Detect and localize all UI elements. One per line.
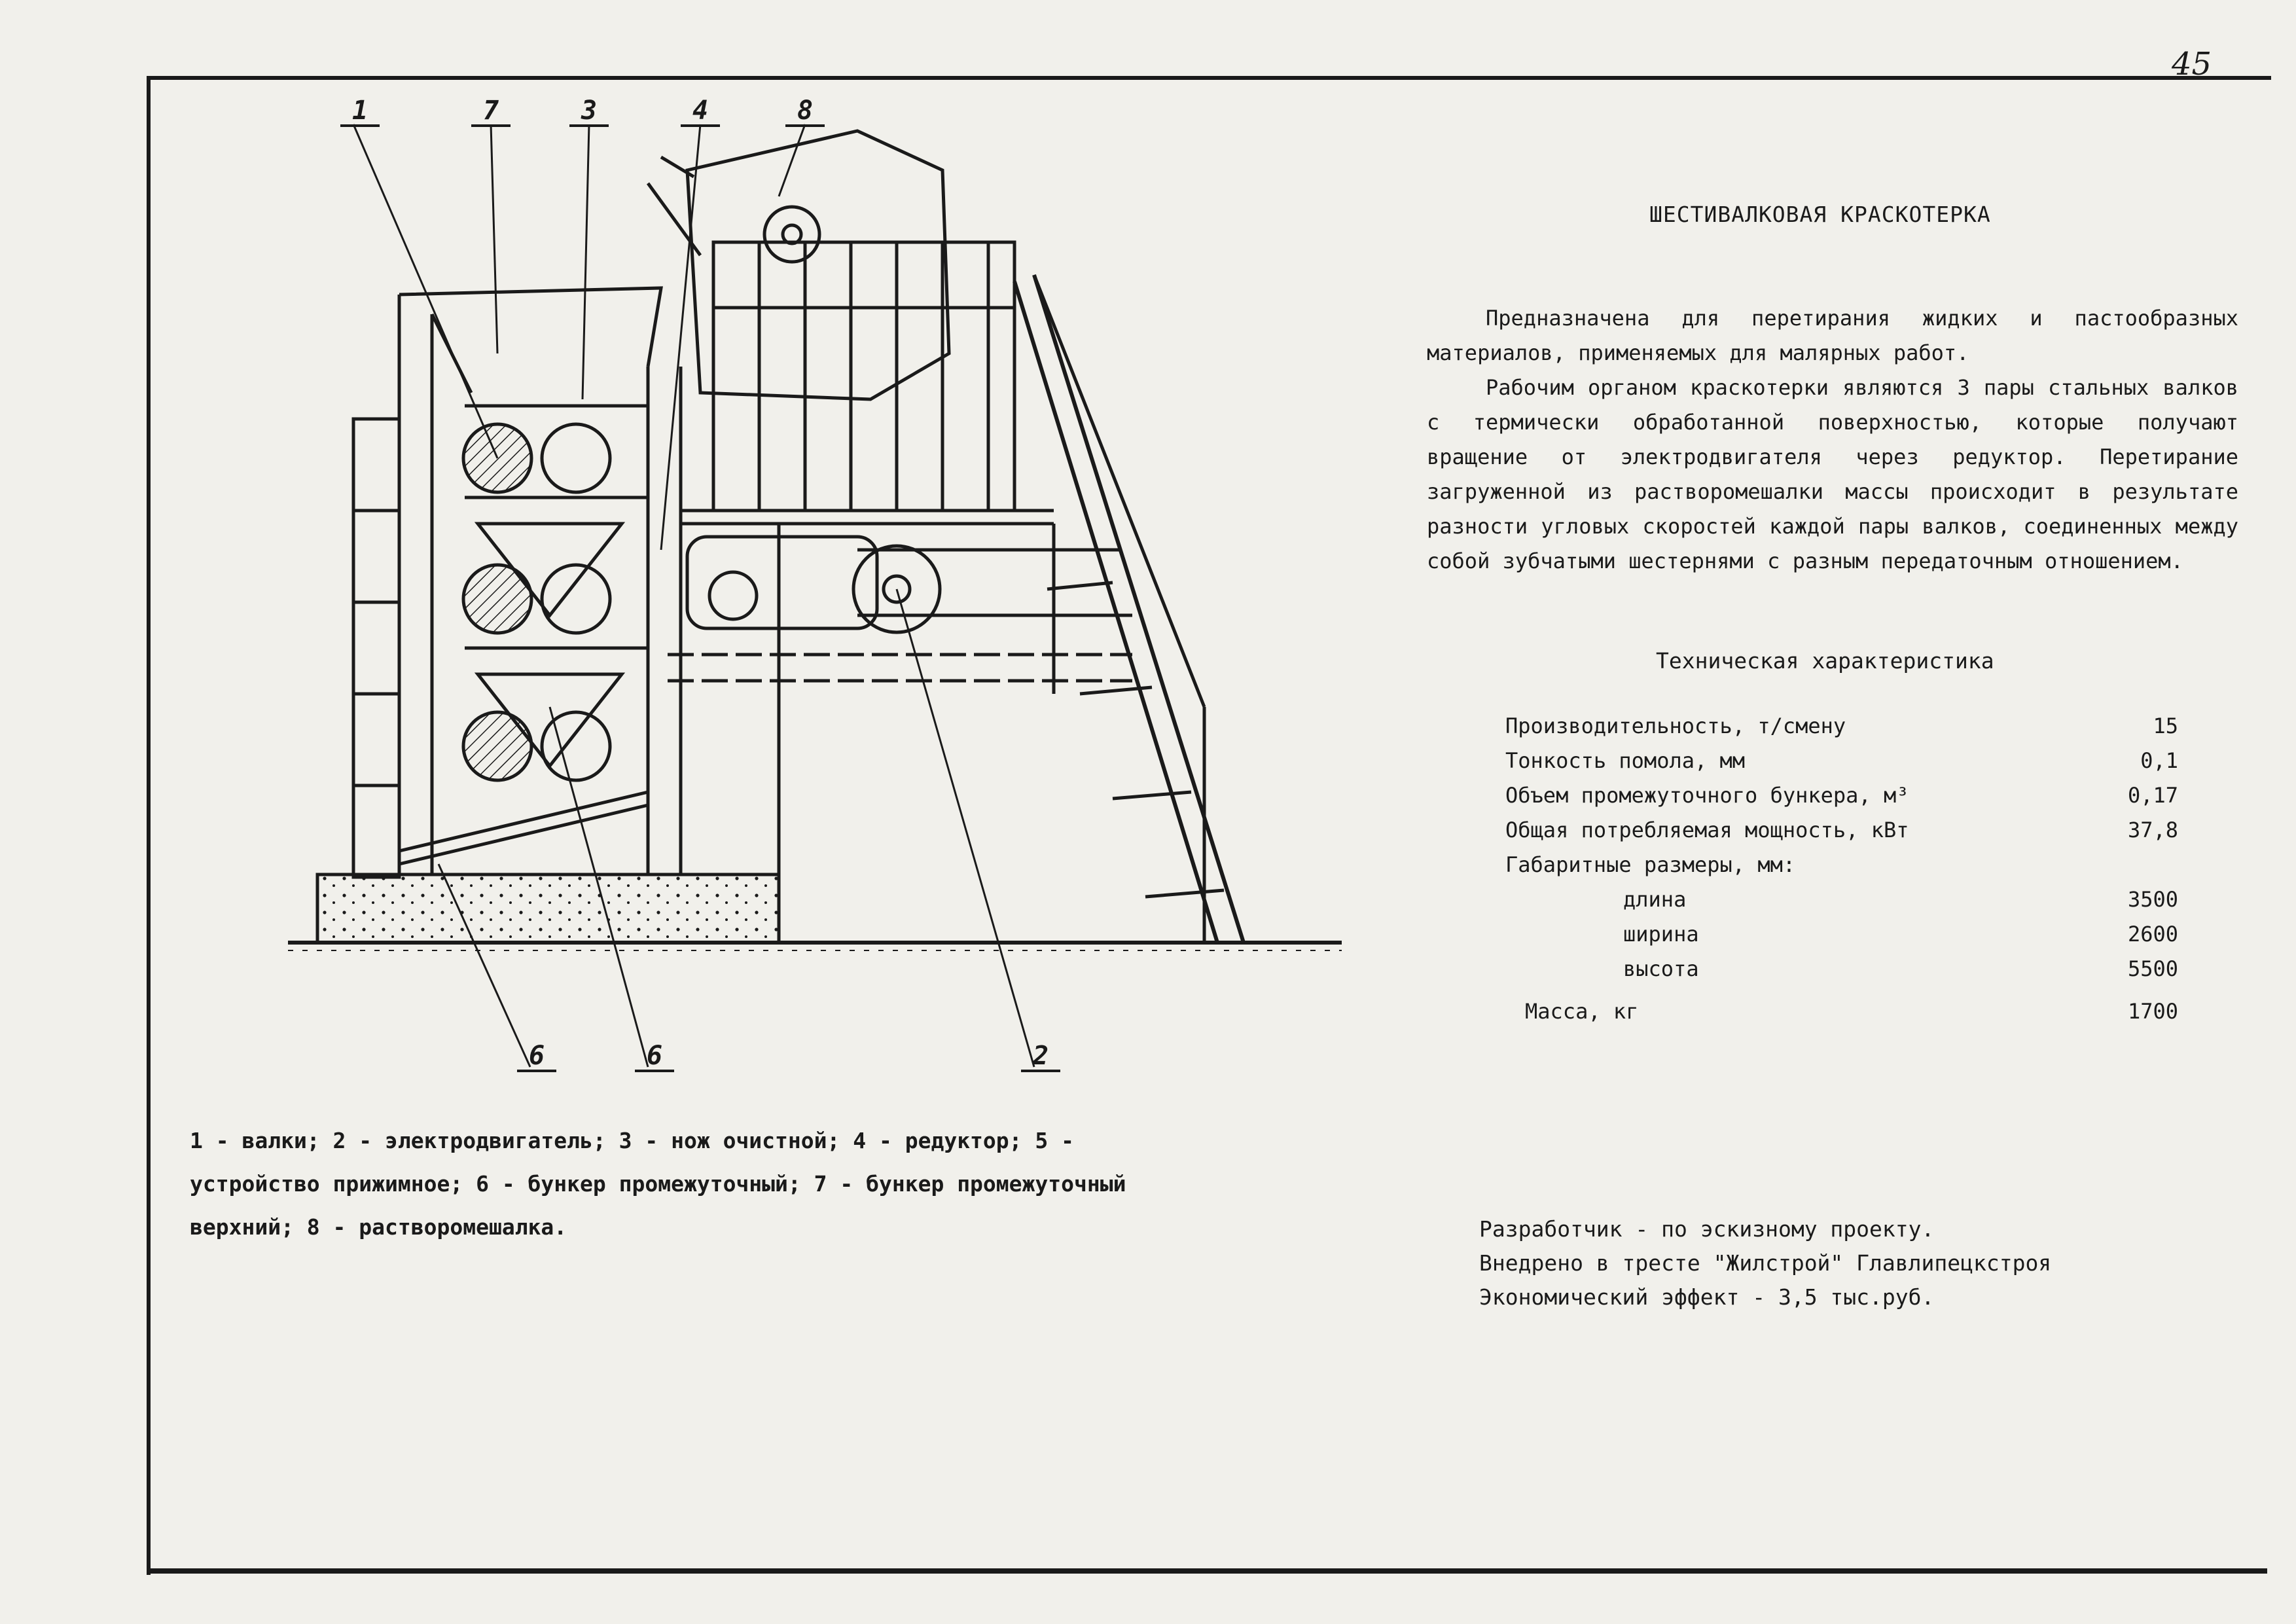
document-title: ШЕСТИВАЛКОВАЯ КРАСКОТЕРКА [1649,202,1991,227]
spec-label: Общая потребляемая мощность, кВт [1505,818,1909,842]
spec-row [1505,783,2178,818]
spec-value: 37,8 [2127,818,2178,842]
spec-row [1505,818,2178,852]
spec-label: Габаритные размеры, мм: [1505,852,1796,877]
spec-label: Объем промежуточного бункера, м³ [1505,783,1909,808]
spec-value: 0,17 [2127,783,2178,808]
description [1427,301,2238,579]
mass-row [1505,999,2178,1034]
spec-row [1505,852,2160,887]
dimension-value: 3500 [2127,887,2178,912]
callout-6b: 6 [647,1041,663,1071]
drawing-lines [288,124,1342,1071]
page-number: 45 [2172,46,2212,82]
callout-2: 2 [1033,1041,1049,1071]
callout-8: 8 [797,96,814,126]
description-paragraph-1: Предназначена для перетирания жидких и пастообразных материалов, применяемых для малярных работ. [1427,306,2238,365]
callout-7: 7 [483,96,499,126]
footer-developer: Разработчик - по эскизному проекту. [1479,1216,1935,1242]
footer-effect: Экономический эффект - 3,5 тыс.руб. [1479,1284,1935,1310]
dimension-row [1505,956,2178,991]
frame-bottom-line [147,1568,2267,1574]
dimension-label: ширина [1623,922,1699,947]
parts-legend: 1 - валки; 2 - электродвигатель; 3 - нож очистной; 4 - редуктор; 5 - устройство прижимное; 6 - бункер промежуточный; 7 - бункер промежуточный верхний; 8 - растворомешалка. [190,1128,1126,1240]
spec-label: Тонкость помола, мм [1505,748,1746,773]
callout-6a: 6 [529,1041,545,1071]
footer-notes [1479,1212,2051,1314]
machine-drawing [281,92,1407,1113]
dimension-value: 2600 [2127,922,2178,947]
callout-3: 3 [581,96,598,126]
dimension-label: длина [1623,887,1687,912]
spec-value: 0,1 [2140,748,2178,773]
spec-heading: Техническая характеристика [1656,648,1994,674]
dimension-label: высота [1623,956,1699,981]
dimension-value: 5500 [2127,956,2178,981]
footer-implemented: Внедрено в тресте "Жилстрой" Главлипецкстроя [1479,1250,2052,1276]
description-paragraph-2: Рабочим органом краскотерки являются 3 пары стальных валков с термически обработанной поверхностью, которые получают вращение от электродвигателя через редуктор. Перетирание загруженной из растворомешалки массы происходит в результате разности угловых скоростей каждой пары валков, соединенных между собой зубчатыми шестернями с разным передаточным отношением. [1427,375,2238,573]
dimension-row [1505,887,2178,922]
spec-row [1505,748,2178,783]
spec-table [1505,713,2178,1034]
spec-row [1505,713,2178,748]
mass-label: Масса, кг [1525,999,1639,1024]
callout-4: 4 [692,96,709,126]
dimension-row [1505,922,2178,956]
spec-value: 15 [2153,713,2178,738]
mass-value: 1700 [2127,999,2178,1024]
spec-label: Производительность, т/смену [1505,713,1846,738]
callout-1: 1 [352,96,368,126]
